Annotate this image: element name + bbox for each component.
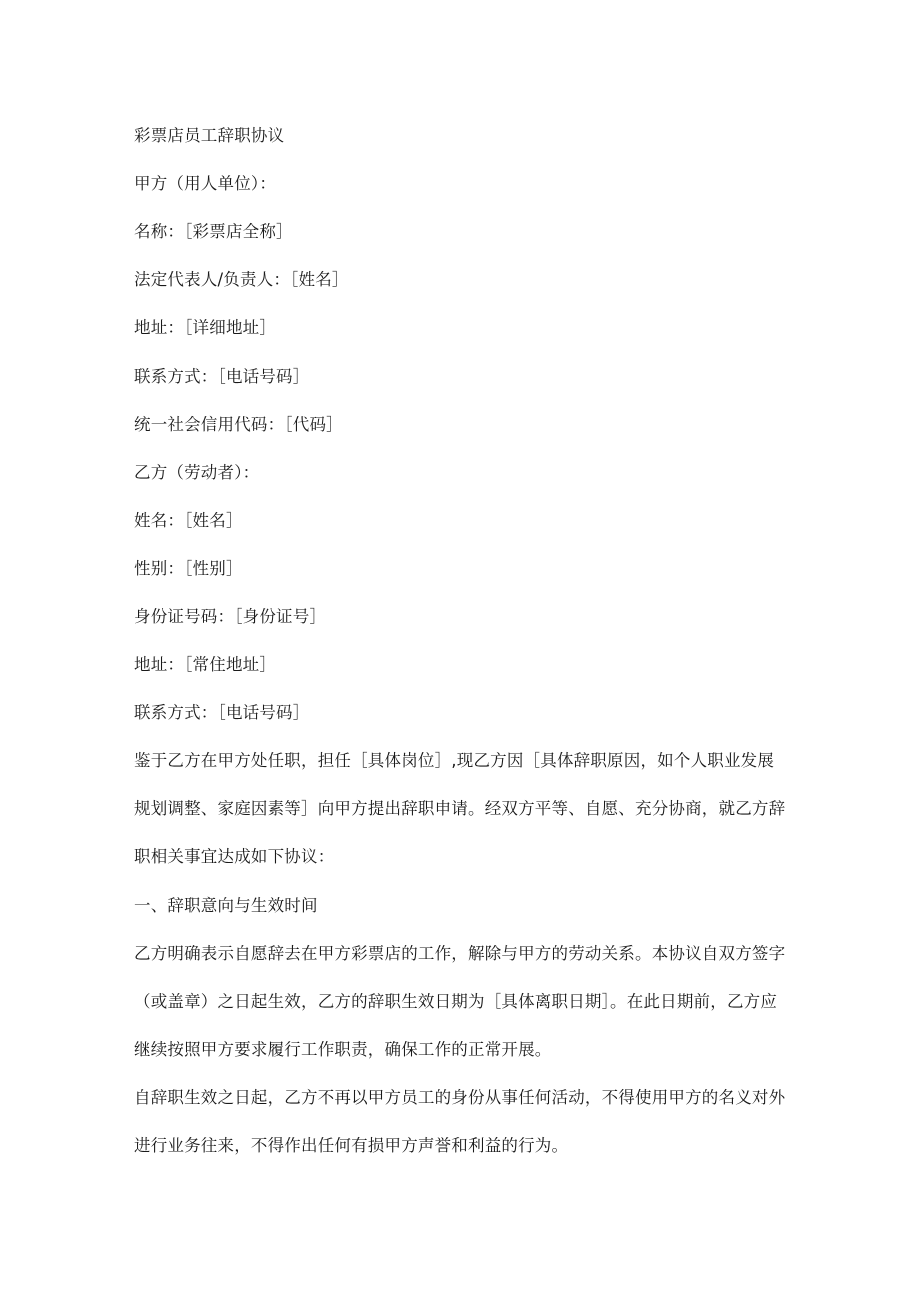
preamble-line: 规划调整、家庭因素等］向甲方提出辞职申请。经双方平等、自愿、充分协商，就乙方辞 <box>134 799 786 818</box>
section-1-heading: 一、辞职意向与生效时间 <box>134 896 318 915</box>
party-a-contact: 联系方式：［电话号码］ <box>134 367 310 386</box>
party-b-heading: 乙方（劳动者）： <box>134 463 260 482</box>
party-b-contact: 联系方式：［电话号码］ <box>134 703 310 722</box>
document-title: 彩票店员工辞职协议 <box>134 126 285 145</box>
party-a-credit-code: 统一社会信用代码：［代码］ <box>134 415 343 434</box>
section-1-para-1-line: 继续按照甲方要求履行工作职责，确保工作的正常开展。 <box>134 1040 552 1059</box>
party-b-gender: 性别：［性别］ <box>134 559 243 578</box>
section-1-para-1-line: 乙方明确表示自愿辞去在甲方彩票店的工作，解除与甲方的劳动关系。本协议自双方签字 <box>134 944 786 963</box>
party-b-name: 姓名：［姓名］ <box>134 511 243 530</box>
preamble-line: 职相关事宜达成如下协议： <box>134 847 335 866</box>
section-1-para-2-line: 自辞职生效之日起，乙方不再以甲方员工的身份从事任何活动，不得使用甲方的名义对外 <box>134 1088 786 1107</box>
party-a-name: 名称：［彩票店全称］ <box>134 222 293 241</box>
section-1-para-1-line: （或盖章）之日起生效，乙方的辞职生效日期为［具体离职日期］。在此日期前，乙方应 <box>134 992 778 1011</box>
section-1-para-2-line: 进行业务往来，不得作出任何有损甲方声誉和利益的行为。 <box>134 1136 569 1155</box>
party-b-address: 地址：［常住地址］ <box>134 655 277 674</box>
party-a-heading: 甲方（用人单位）： <box>134 174 277 193</box>
preamble-line: 鉴于乙方在甲方处任职，担任［具体岗位］,现乙方因［具体辞职原因，如个人职业发展 <box>134 751 775 770</box>
party-b-id-number: 身份证号码：［身份证号］ <box>134 607 327 626</box>
party-a-address: 地址：［详细地址］ <box>134 318 277 337</box>
party-a-legal-rep: 法定代表人/负责人：［姓名］ <box>134 270 349 289</box>
